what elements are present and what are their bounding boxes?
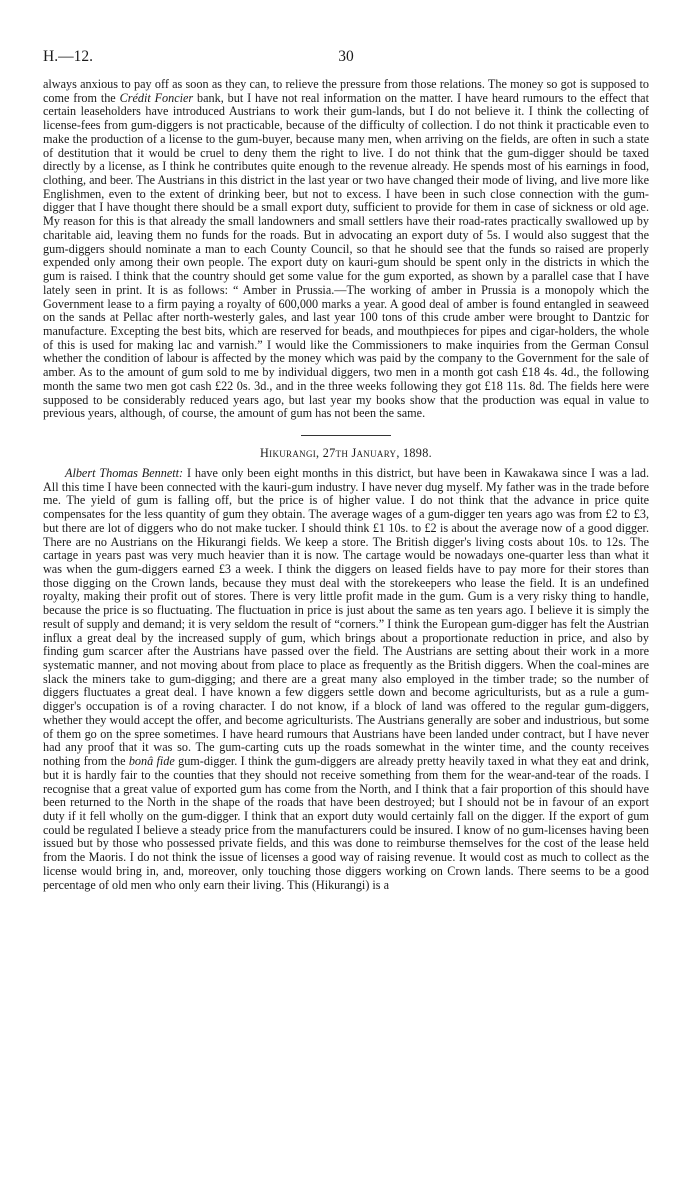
section-heading: Hikurangi, 27th January, 1898. [260, 445, 432, 460]
document-page [43, 48, 649, 892]
paragraph-text: bank, but I have not real information on the matter. I have heard rumours to the effect that certain leaseholders have introduced Austrians to work their gum-lands, but I do not believe it. I think the collecting of license-fees from gum-diggers is not practicable, because of the difficulty of collection. I do not think it practicable even to make the production of a license to the gum-buyer, because many men, when arriving on the fields, are often in such a state of destitution that it would be cruel to deny them the right to live. I do not think that the gum-digger should be taxed directly by a license, as I think he contributes quite enough to the revenue already. He spends most of his earnings in food, clothing, and beer. The Austrians in this district in the last year or two have changed their mode of living, and live more like Englishmen, even to the extent of drinking beer, but not to excess. I have been in such close connection with the gum-digger that I have thought there should be a small export duty, sufficient to provide for them in case of sickness or old age. My reason for this is that already the small landowners and small settlers have their road-rates practically swallowed up by charitable aid, leaving them no funds for the roads. But in advocating an export duty of 5s. I would also suggest that the gum-diggers should nominate a man to each County Council, so that he should see that the funds so raised are properly expended only among their own people. The export duty on kauri-gum should be spent only in the districts in which the gum is raised. I think that the country should get some value for the gum exported, as shown by a parallel case that I have lately seen in print. It is as follows: “ Amber in Prussia.—The working of amber in Prussia is a monopoly which the Government lease to a firm paying a royalty of 600,000 marks a year. A good deal of amber is found entangled in seaweed on the sands at Pellac after north-westerly gales, and last year 100 tons of this crude amber were brought to Dantzic for manufacture. Excepting the best bits, which are reserved for beads, and mouthpieces for pipes and cigar-holders, the whole of this is used for making lac and varnish.” I would like the Commissioners to make inquiries from the German Consul whether the condition of labour is affected by the money which was paid by the company to the Government for the sale of amber. As to the amount of gum sold to me by individual diggers, two men in a month got cash £18 4s. 4d., the following month the same two men got cash £22 0s. 3d., and in the three weeks following they got £18 11s. 8d. The fields here were supposed to be considerably reduced years ago, but last year my books show that the production was equal in value to previous years, although, of course, the amount of gum has not been the same. [43, 90, 649, 421]
italic-term: bonâ fide [128, 754, 175, 769]
paragraph-text: gum-digger. I think the gum-diggers are already pretty heavily taxed in what they eat and drink, but it is hardly fair to the counties that they should not receive something from them for the wear-and-tear of the roads. I recognise that a great value of exported gum has come from the North, and I think that a fair proportion of this should have been returned to the North in the shape of the roads that have been destroyed; but I should not be in favour of an export duty if it fell wholly on the gum-digger. I think that an export duty would certainly fall on the digger. If the export of gum could be regulated I believe a steady price from the manufacturers could be insured. I know of no gum-licenses having been issued but by those who possessed private fields, and this was done to reimburse themselves for the cost of the lease held from the Maoris. I do not think the issue of licenses a good way of raising revenue. It would cost as much to collect as the license would bring in, and, moreover, only touching those diggers working on Crown lands. There seems to be a good percentage of old men who only earn their living. This (Hikurangi) is a [43, 754, 650, 892]
paragraph-continuation [43, 78, 649, 421]
paragraph-text: always anxious to pay off as soon as they can, to relieve the pressure from those relations. The money so got is supposed to come from the [43, 77, 649, 105]
paragraph-text: I have only been eight months in this district, but have been in Kawakawa since I was a lad. All this time I have been connected with the kauri-gum industry. I have never dug myself. My father was in the trade before me. The yield of gum is falling off, but the price is of higher value. I do not think that the advance in price quite compensates for the less quantity of gum they obtain. The average wages of a gum-digger ten years ago was from £2 to £3, but there are lot of diggers who do not make tucker. I should think £1 10s. to £2 is about the average now of a good digger. There are no Austrians on the Hikurangi fields. We keep a store. The British digger's living costs about 10s. to 12s. The cartage in years past was very much heavier than it is now. The cartage would be nowadays one-quarter less than what it was when the gum-diggers earned £3 a week. I think the diggers on leased fields have to pay more for their stores than those digging on the Crown lands, because they must deal with the storekeepers who lease the field. It is an undefined royalty, making their profit out of stores. There is very little profit made in the gum. Gum is a very risky thing to handle, because the price is so fluctuating. The fluctuation in price is just about the same as ten years ago. I believe it is simply the result of supply and demand; it is very seldom the result of “corners.” I think the European gum-digger has felt the Austrian influx a great deal by the increased supply of gum, which brings about a proportionate reduction in price, and also by finding gum scarcer after the Austrians have passed over the field. The Austrians are setting about their work in a more systematic manner, and not moving about from place to place as frequently as the British diggers. When the coal-mines are slack the miners take to gum-digging; and there are a great many also employed in the timber trade; so the number of diggers fluctuates a great deal. I have known a few diggers settle down and become agriculturists, but as a rule a gum-digger's occupation is of a roving character. I do not know, if a block of land was offered to the regular gum-diggers, whether they would accept the offer, and become agriculturists. The Austrians generally are sober and industrious, but some of them go on the spree sometimes. I have heard rumours that Austrians have been landed under contract, but I have never had any proof that it was so. The gum-carting cuts up the roads somewhat in the winter time, and the county receives nothing from the [43, 465, 649, 769]
page-number: 30 [338, 48, 354, 65]
page-header [43, 48, 649, 78]
italic-term: Crédit Foncier [119, 90, 194, 105]
speaker-name: Albert Thomas Bennett: [65, 465, 184, 480]
section-divider [301, 435, 391, 436]
document-reference: H.—12. [43, 48, 93, 65]
testimony-paragraph [43, 467, 649, 892]
